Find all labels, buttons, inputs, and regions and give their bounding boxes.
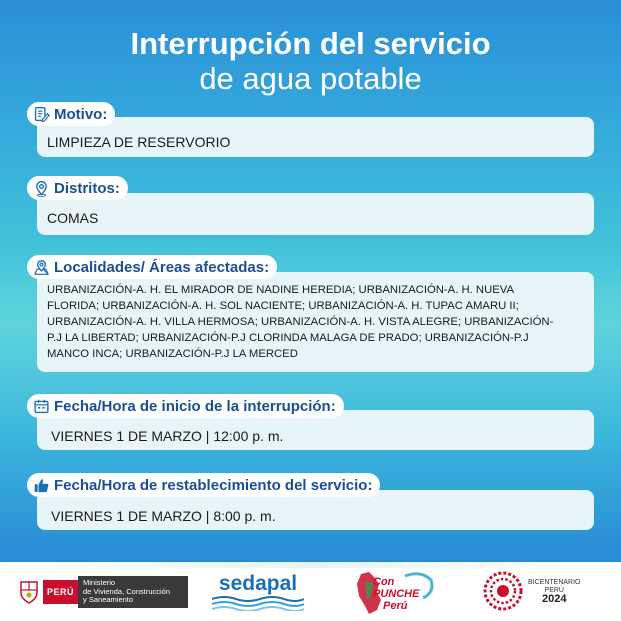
restablecimiento-value: VIERNES 1 DE MARZO | 8:00 p. m.	[51, 508, 276, 524]
bicentenario-text	[528, 579, 581, 603]
bicentenario-line: PERÚ	[544, 587, 564, 594]
bicentenario-logo	[482, 570, 581, 612]
distritos-label: Distritos:	[54, 179, 120, 197]
localidades-tab	[27, 255, 277, 279]
bicentenario-line: BICENTENARIO	[528, 579, 581, 586]
punche-line: Con	[373, 576, 395, 588]
sedapal-logo	[212, 573, 304, 616]
motivo-tab	[27, 102, 115, 126]
thumbs-up-icon	[33, 477, 50, 494]
motivo-label: Motivo:	[54, 105, 108, 123]
localidades-line: FLORIDA; URBANIZACIÓN-A. H. SOL NACIENTE; URBANIZACIÓN-A. H. TUPAC AMARU II;	[47, 300, 519, 312]
inicio-value: VIERNES 1 DE MARZO | 12:00 p. m.	[51, 428, 284, 444]
localidades-line: URBANIZACIÓN-A. H. VILLA HERMOSA; URBANIZACIÓN-A. H. VISTA ALEGRE; URBANIZACIÓN-	[47, 316, 554, 328]
peru-label: PERÚ	[43, 580, 78, 604]
ministry-line: Ministerio	[83, 578, 116, 587]
ministry-name	[78, 576, 188, 608]
inicio-label: Fecha/Hora de inicio de la interrupción:	[54, 397, 336, 415]
inicio-tab	[27, 394, 344, 418]
distritos-value: COMAS	[47, 210, 99, 226]
bicentenario-sun-icon	[482, 570, 524, 612]
ministry-line: de Vivienda, Construcción	[83, 586, 171, 596]
localidades-line: MANCO INCA; URBANIZACIÓN-P.J LA MERCED	[47, 348, 298, 360]
restablecimiento-label: Fecha/Hora de restablecimiento del servicio:	[54, 476, 373, 494]
restablecimiento-tab	[27, 473, 380, 497]
localidades-label: Localidades/ Áreas afectadas:	[54, 258, 270, 276]
location-pin-icon	[33, 180, 50, 197]
document-edit-icon	[33, 106, 50, 123]
punche-line: Perú	[383, 600, 408, 612]
calendar-icon	[33, 398, 50, 415]
punche-line: PUNCHE	[373, 588, 420, 600]
distritos-tab	[27, 176, 128, 200]
distritos-box	[37, 193, 594, 235]
sedapal-label: sedapal	[218, 572, 298, 595]
sedapal-waves-icon	[212, 595, 304, 611]
motivo-value: LIMPIEZA DE RESERVORIO	[47, 134, 231, 150]
ministry-line: y Saneamiento	[83, 595, 134, 604]
peru-coat-of-arms-icon	[18, 579, 40, 605]
con-punche-peru-logo	[355, 568, 435, 616]
localidades-line: URBANIZACIÓN-A. H. EL MIRADOR DE NADINE HEREDIA; URBANIZACIÓN-A. H. NUEVA	[47, 284, 514, 296]
bicentenario-year: 2024	[542, 593, 567, 605]
title-line-1: Interrupción del servicio	[130, 26, 491, 61]
footer-logos	[0, 562, 621, 621]
map-pin-icon	[33, 259, 50, 276]
ministry-logo	[18, 576, 188, 608]
motivo-box	[37, 117, 594, 157]
localidades-line: P.J LA LIBERTAD; URBANIZACIÓN-P.J CLORINDA MALAGA DE PRADO; URBANIZACIÓN-P.J	[47, 332, 529, 344]
title-line-2: de agua potable	[199, 61, 422, 96]
localidades-list	[37, 272, 594, 362]
punche-text	[373, 576, 419, 612]
localidades-box	[37, 272, 594, 372]
